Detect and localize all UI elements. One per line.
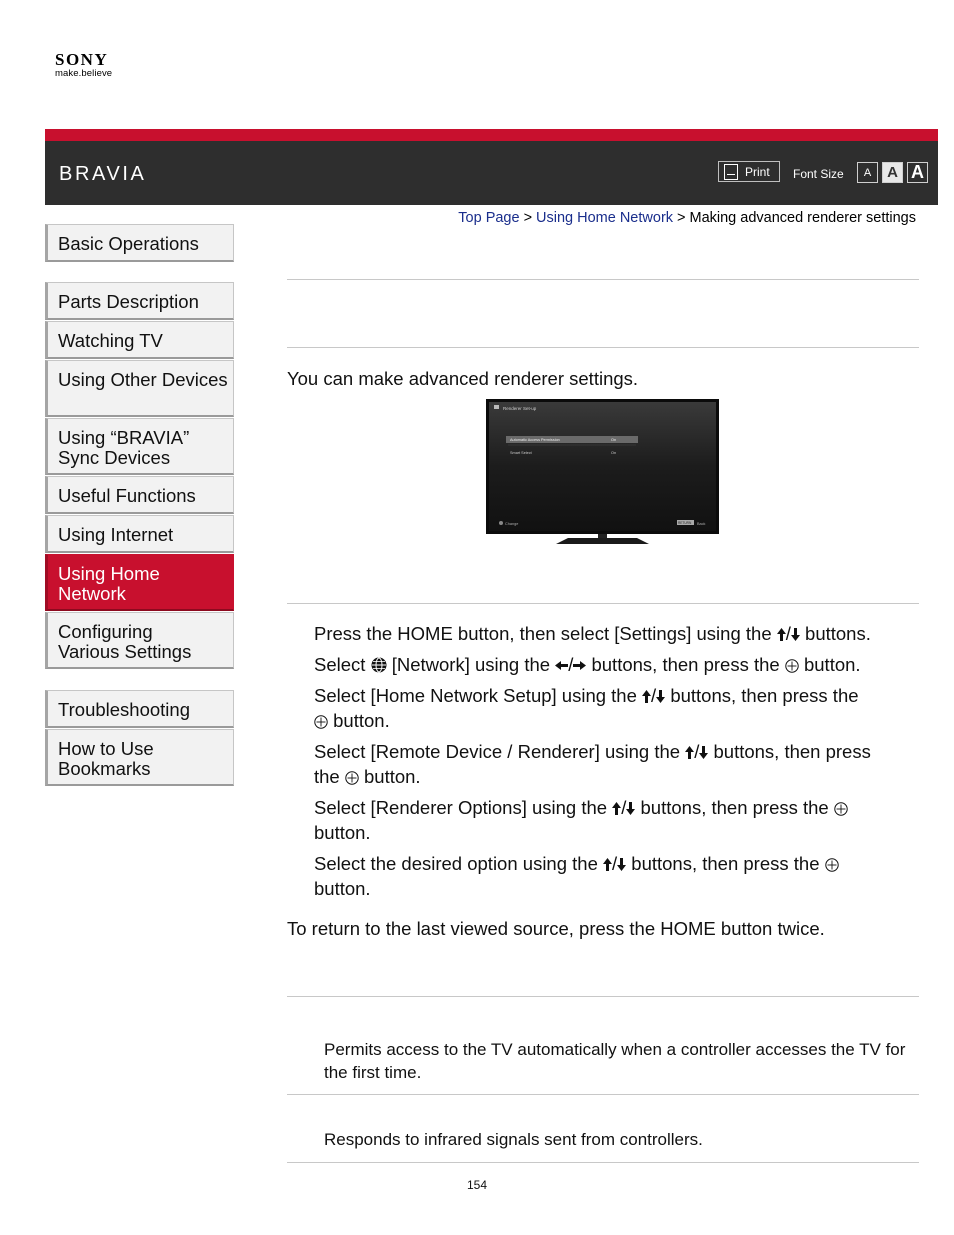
divider xyxy=(287,996,919,997)
step-text: button. xyxy=(333,710,390,731)
step-text: Select the desired option using the xyxy=(314,853,598,874)
sidebar-item-watching-tv[interactable]: Watching TV xyxy=(45,321,234,359)
breadcrumb-separator: > xyxy=(523,210,533,226)
step-text: buttons, then press the xyxy=(640,797,829,818)
settings-icon xyxy=(494,405,499,409)
print-icon xyxy=(724,164,738,180)
step-text: buttons. xyxy=(805,623,871,644)
step-text: buttons, then press the xyxy=(591,654,780,675)
up-arrow-icon xyxy=(612,802,621,815)
step-text: button. xyxy=(364,766,421,787)
divider xyxy=(287,1094,919,1095)
up-arrow-icon xyxy=(777,628,786,641)
up-arrow-icon xyxy=(685,746,694,759)
option-description: Responds to infrared signals sent from controllers. xyxy=(324,1130,703,1149)
step: Press the HOME button, then select [Settings] using the / buttons. xyxy=(314,623,871,644)
sidebar-item-useful-functions[interactable]: Useful Functions xyxy=(45,476,234,514)
brand-name: SONY xyxy=(55,50,109,69)
breadcrumb-separator: > xyxy=(677,210,686,226)
select-button-icon xyxy=(345,771,359,785)
font-size-label: Font Size xyxy=(793,167,844,181)
select-icon xyxy=(499,521,503,525)
sidebar-item-bookmarks[interactable]: How to Use Bookmarks xyxy=(45,729,234,786)
note-text: To return to the last viewed source, press the HOME button twice. xyxy=(287,918,825,939)
procedure-steps xyxy=(314,621,924,907)
option-description: Permits access to the TV automatically when a controller accesses the TV for the first time. xyxy=(324,1040,906,1082)
select-button-icon xyxy=(834,802,848,816)
select-button-icon xyxy=(314,715,328,729)
tv-screen-title: Renderer Set-up xyxy=(503,406,537,411)
tv-footer-change: Change xyxy=(505,522,519,526)
sidebar-item-using-internet[interactable]: Using Internet xyxy=(45,515,234,553)
divider xyxy=(287,1162,919,1163)
tv-row-label: Automatic Access Permission xyxy=(510,438,560,442)
step-text: buttons, then press the xyxy=(670,685,859,706)
step: Select [Network] using the / buttons, then press the button. xyxy=(314,654,861,675)
print-button[interactable] xyxy=(718,161,780,182)
down-arrow-icon xyxy=(699,746,708,759)
tv-screen-image xyxy=(486,399,719,545)
tv-row-value: On xyxy=(611,438,617,442)
tv-row-label: Smart Select xyxy=(510,451,532,455)
sony-logo xyxy=(55,52,112,80)
intro-text: You can make advanced renderer settings. xyxy=(287,368,639,389)
down-arrow-icon xyxy=(626,802,635,815)
breadcrumb xyxy=(458,210,916,226)
tagline-believe: believe xyxy=(81,68,113,79)
step-text: button. xyxy=(314,822,371,843)
step-text: Press the HOME button, then select [Settings] using the xyxy=(314,623,772,644)
down-arrow-icon xyxy=(656,690,665,703)
down-arrow-icon xyxy=(791,628,800,641)
divider xyxy=(287,603,919,604)
tv-footer-back: Back xyxy=(697,522,706,526)
step-text: [Network] using the xyxy=(391,654,551,675)
sidebar-item-using-other-devices[interactable]: Using Other Devices xyxy=(45,360,234,417)
brand-tagline xyxy=(55,68,112,80)
breadcrumb-top-page[interactable]: Top Page xyxy=(458,210,520,226)
tv-row-value: On xyxy=(611,451,617,455)
down-arrow-icon xyxy=(617,858,626,871)
up-arrow-icon xyxy=(642,690,651,703)
step: Select [Remote Device / Renderer] using the / buttons, then press the button. xyxy=(314,741,871,787)
up-arrow-icon xyxy=(603,858,612,871)
step: Select [Renderer Options] using the / buttons, then press the button. xyxy=(314,795,924,845)
step-text: button. xyxy=(314,878,371,899)
step-text: Select [Home Network Setup] using the xyxy=(314,685,637,706)
page-number: 154 xyxy=(467,1178,488,1192)
sidebar-item-configuring-settings[interactable]: Configuring Various Settings xyxy=(45,612,234,669)
sidebar-item-parts-description[interactable]: Parts Description xyxy=(45,282,234,320)
sidebar-item-using-home-network[interactable]: Using Home Network xyxy=(45,554,234,611)
sidebar-item-bravia-sync[interactable]: Using “BRAVIA” Sync Devices xyxy=(45,418,234,475)
font-size-small-button[interactable]: A xyxy=(857,162,878,183)
step-text: Select xyxy=(314,654,366,675)
print-label: Print xyxy=(745,164,770,179)
step-text: Select [Renderer Options] using the xyxy=(314,797,608,818)
breadcrumb-using-home-network[interactable]: Using Home Network xyxy=(536,210,674,226)
font-size-medium-button[interactable]: A xyxy=(882,162,903,183)
network-icon xyxy=(371,657,387,673)
select-button-icon xyxy=(825,858,839,872)
tv-footer-return-badge: RETURN xyxy=(678,521,692,525)
breadcrumb-current: Making advanced renderer settings xyxy=(689,210,916,226)
font-size-large-button[interactable]: A xyxy=(907,162,928,183)
divider xyxy=(287,347,919,348)
divider xyxy=(287,279,919,280)
step: Select [Home Network Setup] using the / buttons, then press the button. xyxy=(314,685,859,731)
sidebar-item-basic-operations[interactable]: Basic Operations xyxy=(45,224,234,262)
step-text: buttons, then press the xyxy=(631,853,820,874)
step-text: Select [Remote Device / Renderer] using the xyxy=(314,741,681,762)
step-text: button. xyxy=(803,654,861,675)
sidebar-item-troubleshooting[interactable]: Troubleshooting xyxy=(45,690,234,728)
tagline-make: make. xyxy=(55,68,82,79)
header-accent-bar xyxy=(45,129,938,141)
right-arrow-icon xyxy=(573,661,586,670)
select-button-icon xyxy=(785,659,799,673)
product-title: BRAVIA xyxy=(59,163,147,185)
step: Select the desired option using the / buttons, then press the button. xyxy=(314,851,924,901)
left-arrow-icon xyxy=(555,661,568,670)
step-text: buttons, then press xyxy=(713,741,871,762)
step-text: the xyxy=(314,766,340,787)
